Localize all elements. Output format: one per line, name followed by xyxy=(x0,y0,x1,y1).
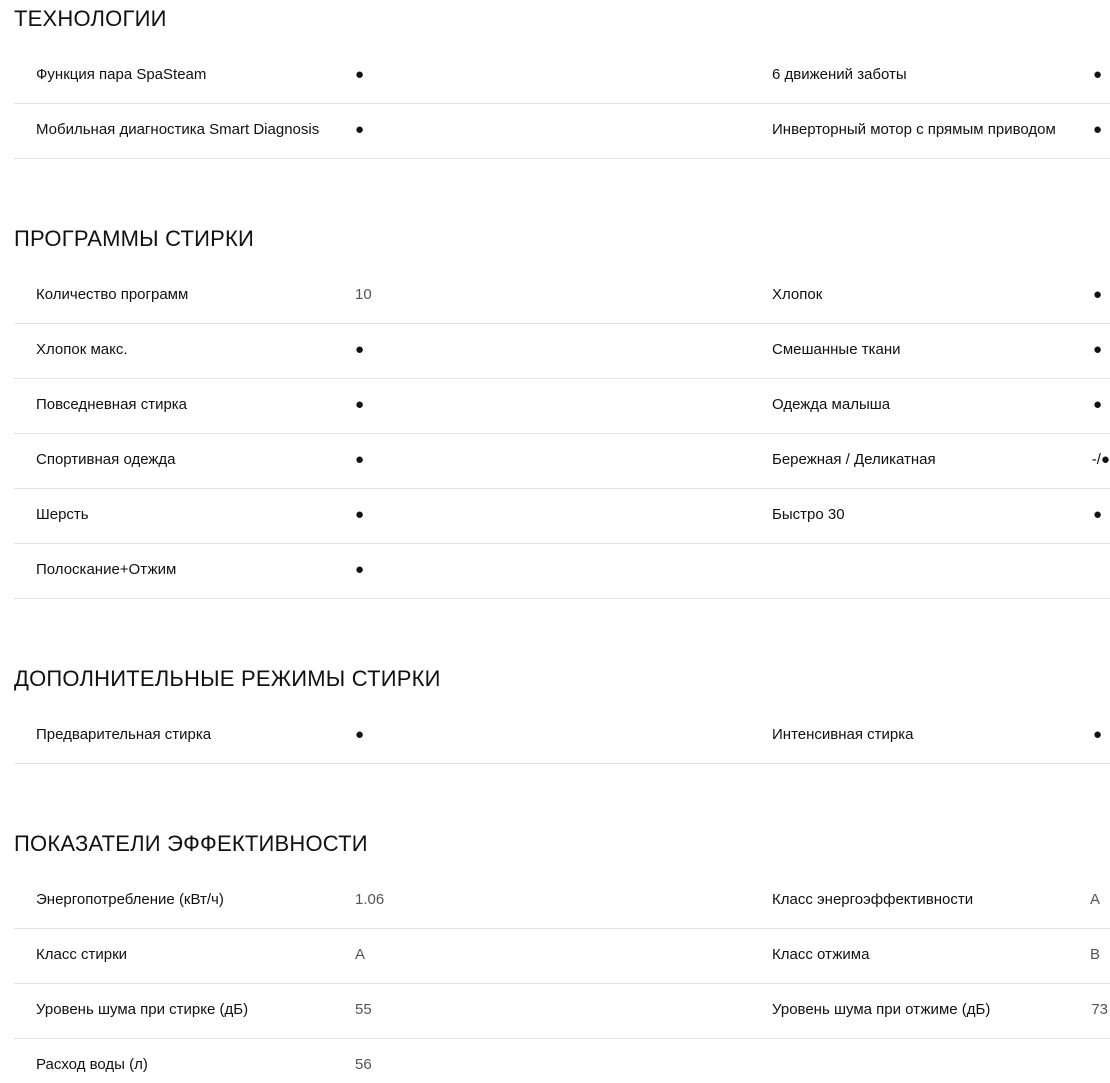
spec-label: Шерсть xyxy=(36,506,89,523)
spec-row xyxy=(14,269,1110,324)
spec-label: Расход воды (л) xyxy=(36,1056,148,1073)
spec-value: -/● xyxy=(1091,451,1110,468)
section-technologies xyxy=(14,4,1110,159)
spec-value: 73 xyxy=(1091,1001,1108,1018)
spec-label: Предварительная стирка xyxy=(36,726,212,743)
spec-row xyxy=(14,324,1110,379)
spec-label: Класс отжима xyxy=(772,946,870,963)
spec-value: ● xyxy=(355,121,365,138)
section-additional-modes xyxy=(14,664,1110,764)
spec-label: Класс стирки xyxy=(36,946,128,963)
spec-list xyxy=(14,269,1110,599)
spec-value: 56 xyxy=(355,1056,372,1073)
spec-list xyxy=(14,709,1110,764)
spec-label: Функция пара SpaSteam xyxy=(36,66,207,83)
spec-label: Инверторный мотор с прямым приводом xyxy=(772,121,1056,138)
spec-label: 6 движений заботы xyxy=(772,66,907,83)
spec-value: ● xyxy=(355,451,365,468)
spec-label: Одежда малыша xyxy=(772,396,891,413)
spec-label: Спортивная одежда xyxy=(36,451,176,468)
spec-row xyxy=(14,434,1110,489)
spec-list xyxy=(14,49,1110,159)
spec-row xyxy=(14,709,1110,764)
spec-label: Класс энергоэффективности xyxy=(772,891,974,908)
section-title: ПОКАЗАТЕЛИ ЭФФЕКТИВНОСТИ xyxy=(14,831,368,856)
spec-value: B xyxy=(1089,946,1100,963)
spec-label: Количество программ xyxy=(36,286,189,303)
spec-value: ● xyxy=(355,561,365,578)
section-washing-programs xyxy=(14,224,1110,599)
spec-row xyxy=(14,49,1110,104)
section-title: ДОПОЛНИТЕЛЬНЫЕ РЕЖИМЫ СТИРКИ xyxy=(14,666,441,691)
spec-row xyxy=(14,874,1110,929)
spec-value: 55 xyxy=(355,1001,372,1018)
spec-value: ● xyxy=(1092,726,1102,743)
spec-list xyxy=(14,874,1110,1083)
spec-label: Хлопок xyxy=(772,286,823,303)
spec-row xyxy=(14,1039,1110,1083)
section-title: ТЕХНОЛОГИИ xyxy=(14,6,167,31)
spec-row xyxy=(14,489,1110,544)
section-title: ПРОГРАММЫ СТИРКИ xyxy=(14,226,255,251)
spec-value: ● xyxy=(355,66,365,83)
spec-value: ● xyxy=(1092,506,1102,523)
spec-row xyxy=(14,379,1110,434)
spec-label: Уровень шума при отжиме (дБ) xyxy=(772,1001,991,1018)
spec-value: 10 xyxy=(355,286,372,303)
spec-value: ● xyxy=(1092,341,1102,358)
spec-label: Хлопок макс. xyxy=(36,341,128,358)
spec-row xyxy=(14,104,1110,159)
spec-row xyxy=(14,984,1110,1039)
spec-value: ● xyxy=(1092,121,1102,138)
spec-value: ● xyxy=(1092,66,1102,83)
spec-value: ● xyxy=(1092,396,1102,413)
spec-value: ● xyxy=(355,506,365,523)
spec-label: Бережная / Деликатная xyxy=(772,451,936,468)
spec-value: ● xyxy=(1092,286,1102,303)
spec-label: Смешанные ткани xyxy=(772,341,901,358)
spec-value: ● xyxy=(355,396,365,413)
spec-value: 1.06 xyxy=(355,891,385,908)
section-efficiency xyxy=(14,829,1110,1083)
spec-row xyxy=(14,544,1110,599)
spec-row xyxy=(14,929,1110,984)
spec-value: ● xyxy=(355,726,365,743)
spec-value: A xyxy=(355,946,366,963)
spec-label: Полоскание+Отжим xyxy=(36,561,177,578)
spec-label: Мобильная диагностика Smart Diagnosis xyxy=(36,121,320,138)
spec-label: Интенсивная стирка xyxy=(772,726,914,743)
spec-label: Быстро 30 xyxy=(772,506,845,523)
spec-label: Повседневная стирка xyxy=(36,396,188,413)
spec-label: Уровень шума при стирке (дБ) xyxy=(36,1001,249,1018)
spec-value: ● xyxy=(355,341,365,358)
spec-value: A xyxy=(1089,891,1100,908)
spec-label: Энергопотребление (кВт/ч) xyxy=(36,891,224,908)
